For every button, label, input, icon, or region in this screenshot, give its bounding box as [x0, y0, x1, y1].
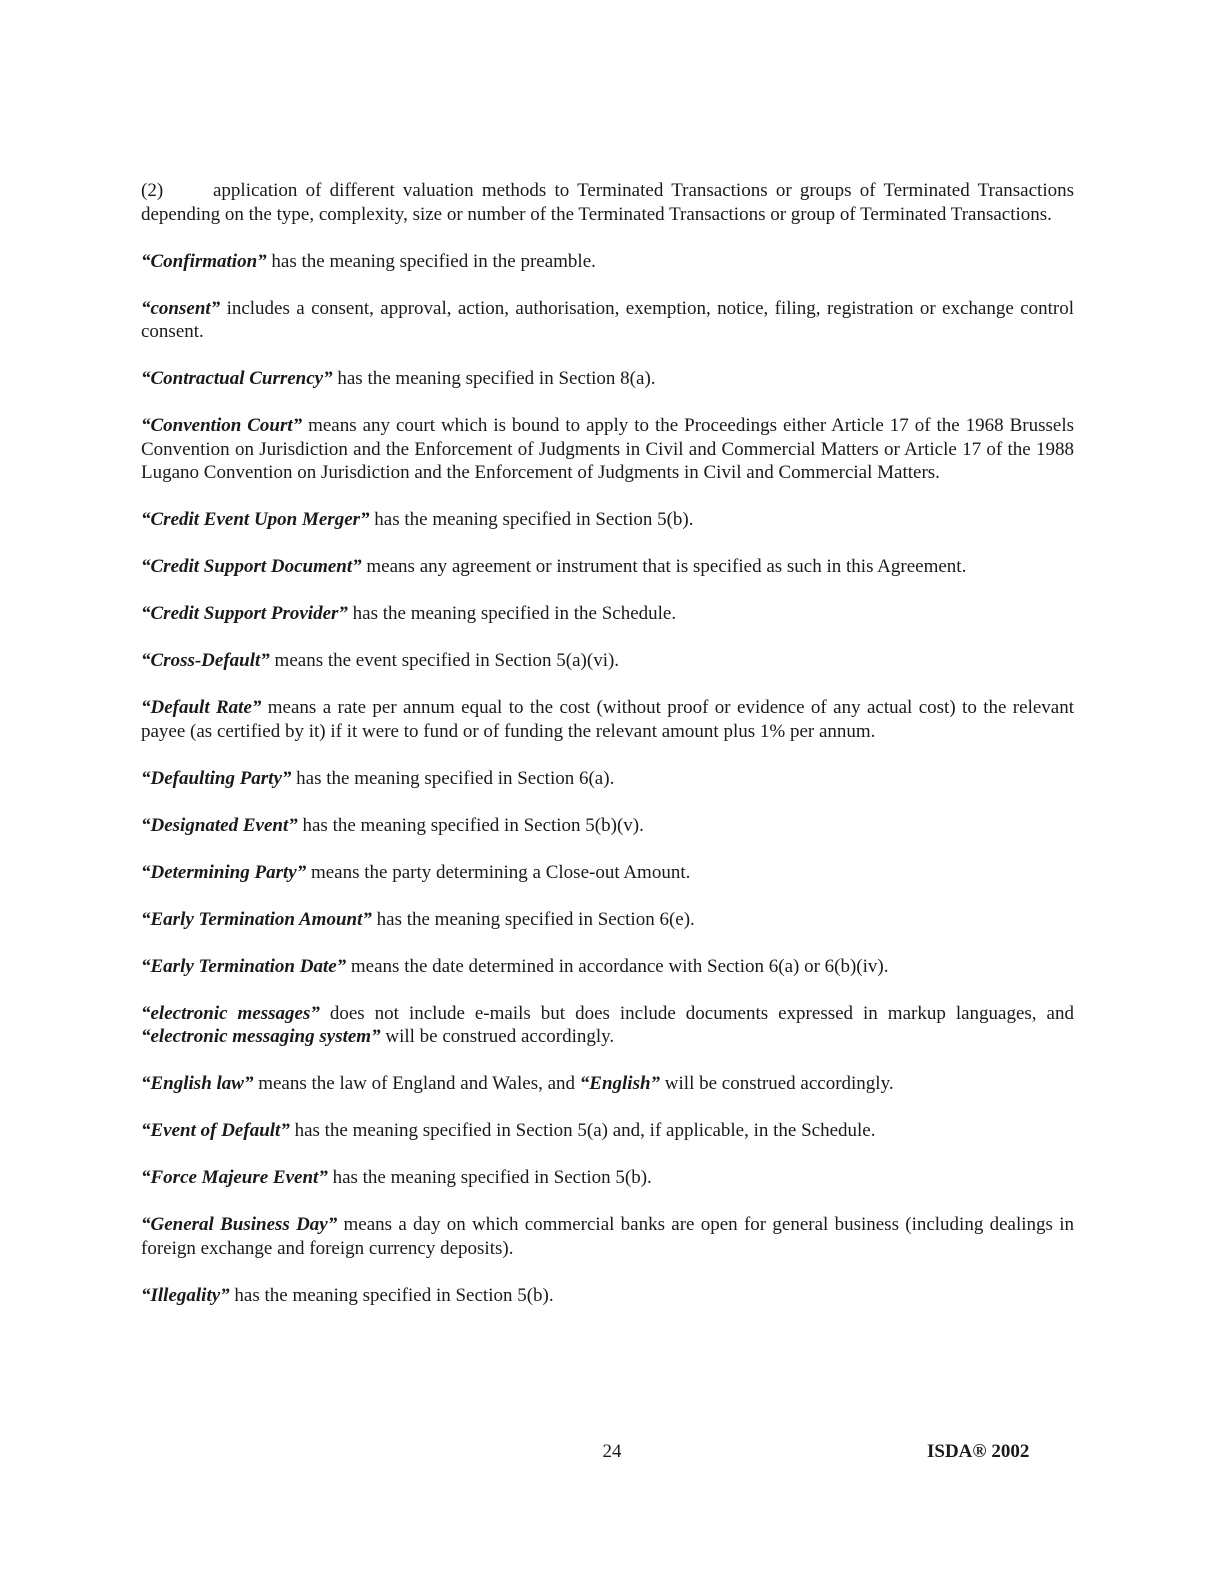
definition-event-of-default [141, 1119, 1074, 1143]
defined-term: “Defaulting Party” [141, 767, 292, 789]
defined-term: “Illegality” [141, 1284, 230, 1306]
defined-term: “Cross-Default” [141, 650, 270, 671]
defined-term: “Credit Support Provider” [141, 603, 348, 624]
definition-convention-court [141, 414, 1074, 485]
defined-term: “Designated Event” [141, 814, 298, 836]
definition-text: has the meaning specified in Section 5(a) and, if applicable, in the Schedule. [289, 1120, 876, 1141]
list-item-2 [141, 179, 1074, 226]
defined-term: “Default Rate” [141, 697, 262, 718]
definition-designated-event [141, 814, 1074, 838]
definition-force-majeure-event [141, 1166, 1074, 1190]
definition-english-law [141, 1072, 1074, 1096]
defined-term: “Early Termination Date” [141, 955, 347, 977]
definition-early-termination-date [141, 955, 1074, 979]
definition-text-secondary: will be construed accordingly. [380, 1026, 615, 1047]
definition-cross-default [141, 649, 1074, 673]
definition-text: means the date determined in accordance with Section 6(a) or 6(b)(iv). [346, 955, 889, 977]
defined-term: “Determining Party” [141, 861, 307, 883]
definition-text: has the meaning specified in Section 5(b). [327, 1167, 652, 1188]
definition-text: has the meaning specified in Section 8(a). [332, 368, 656, 389]
definition-text: has the meaning specified in Section 5(b)(v). [297, 814, 644, 836]
definition-text: means any agreement or instrument that is specified as such in this Agreement. [361, 556, 967, 577]
definitions-body [141, 179, 1074, 1331]
definition-illegality [141, 1284, 1074, 1308]
definition-credit-support-document [141, 555, 1074, 579]
defined-term: “General Business Day” [141, 1214, 338, 1235]
definition-early-termination-amount [141, 908, 1074, 932]
defined-term: “Early Termination Amount” [141, 908, 372, 930]
defined-term: “Event of Default” [141, 1120, 290, 1141]
definition-general-business-day [141, 1213, 1074, 1260]
definition-determining-party [141, 861, 1074, 885]
definition-credit-support-provider [141, 602, 1074, 626]
definition-defaulting-party [141, 767, 1074, 791]
document-mark: ISDA® 2002 [927, 1441, 1030, 1462]
item-number: (2) [141, 180, 164, 201]
definition-text: has the meaning specified in the preamble. [266, 250, 596, 272]
defined-term: “Credit Support Document” [141, 556, 362, 577]
definition-credit-event-upon-merger [141, 508, 1074, 532]
definition-text: does not include e-mails but does include documents expressed in markup languages, and [319, 1002, 1074, 1024]
definition-text: includes a consent, approval, action, authorisation, exemption, notice, filing, registration or exchange control consent. [141, 297, 1074, 342]
item-text: application of different valuation methods to Terminated Transactions or groups of Terminated Transactions depending on the type, complexity, size or number of the Terminated Transactions or group of Terminated Transactions. [141, 180, 1074, 225]
definition-text: means the party determining a Close-out Amount. [306, 861, 691, 883]
defined-term-secondary: “electronic messaging system” [141, 1026, 381, 1047]
definition-text: means a day on which commercial banks are open for general business (including dealings in foreign exchange and foreign currency deposits). [141, 1214, 1074, 1259]
definition-text: has the meaning specified in Section 6(e). [371, 908, 695, 930]
defined-term: “electronic messages” [141, 1002, 320, 1024]
defined-term: “consent” [141, 297, 221, 319]
defined-term: “Confirmation” [141, 250, 267, 272]
definition-text: means any court which is bound to apply to the Proceedings either Article 17 of the 1968 Brussels Convention on Jurisdiction and the Enforcement of Judgments in Civil and Commercial Matters or Article 17 of the 1988 Lugano Convention on Jurisdiction and the Enforcement of Judgments in Civil and Commercial Matters. [141, 415, 1074, 483]
definition-consent [141, 297, 1074, 344]
definition-electronic-messages [141, 1002, 1074, 1049]
definition-text: has the meaning specified in Section 6(a). [291, 767, 615, 789]
definition-text: means the event specified in Section 5(a)(vi). [269, 650, 620, 671]
definition-text: has the meaning specified in Section 5(b). [369, 509, 694, 530]
definition-text-secondary: will be construed accordingly. [660, 1073, 894, 1094]
defined-term: “Convention Court” [141, 415, 303, 436]
definition-text: means a rate per annum equal to the cost (without proof or evidence of any actual cost) to the relevant payee (as certified by it) if it were to fund or of funding the relevant amount plus 1% per annum. [141, 697, 1074, 742]
defined-term: “Force Majeure Event” [141, 1167, 328, 1188]
page-number: 24 [602, 1441, 622, 1462]
definition-confirmation [141, 250, 1074, 274]
definition-text: means the law of England and Wales, and [253, 1073, 580, 1094]
defined-term-secondary: “English” [579, 1073, 661, 1094]
defined-term: “Contractual Currency” [141, 368, 333, 389]
definition-text: has the meaning specified in the Schedule. [347, 603, 677, 624]
definition-default-rate [141, 696, 1074, 743]
definition-text: has the meaning specified in Section 5(b). [229, 1284, 554, 1306]
definition-contractual-currency [141, 367, 1074, 391]
defined-term: “English law” [141, 1073, 254, 1094]
defined-term: “Credit Event Upon Merger” [141, 509, 370, 530]
